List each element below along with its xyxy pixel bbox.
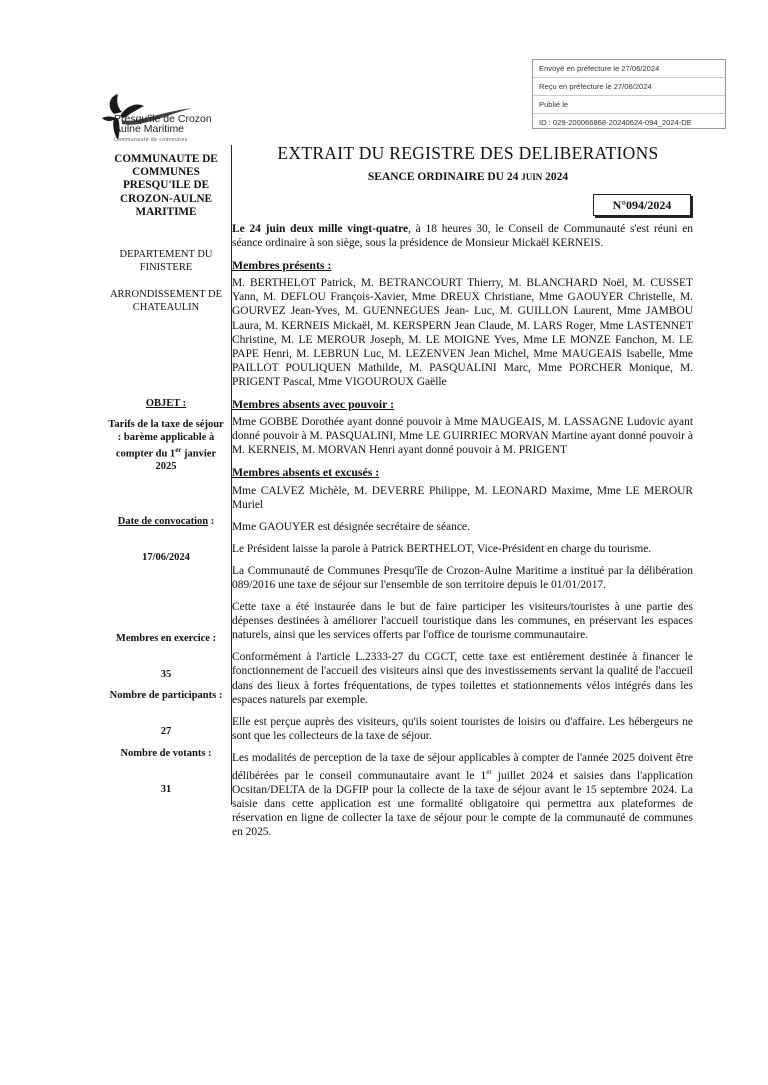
paragraph-6 xyxy=(232,751,693,839)
excused-members-title: Membres absents et excusés : xyxy=(232,465,380,480)
logo-text xyxy=(114,114,212,145)
participants-label: Nombre de participants : xyxy=(109,690,223,701)
convocation-date: 17/06/2024 xyxy=(142,552,190,563)
logo-line-3: Communauté de communes xyxy=(114,137,188,143)
intro-text: , à 18 heures 30, le Conseil de Communauté s'est réuni en séance ordinaire à son siège, sous la présidence de Monsieur Mickaël KERNEIS. xyxy=(232,223,693,250)
paragraph-6-b: juillet 2024 et saisies dans l'application Ocsitan/DELTA de la DGFIP pour la collecte de la taxe de séjour avant le 15 septembre 2024. La saisie dans cette application est une formalité obligatoire qui permettra aux plateformes de réservation en ligne de collecter la taxe de séjour pour le compte de la communauté de communes en 2025. xyxy=(232,769,693,839)
session-subtitle-month: JUIN xyxy=(521,172,543,182)
arrondissement: ARRONDISSEMENT DE CHATEAULIN xyxy=(109,289,223,313)
intro-paragraph xyxy=(232,222,693,250)
session-subtitle xyxy=(248,171,688,183)
paragraph-3: Cette taxe a été instaurée dans le but de faire participer les visiteurs/touristes à une partie des dépenses destinées à améliorer l'accueil touristique dans les communes, en préservant les espaces naturels, ainsi que les services offerts par l'office de tourisme communautaire. xyxy=(232,601,693,642)
participants-value: 27 xyxy=(160,726,172,737)
stamp-line-received: Reçu en préfecture le 27/06/2024 xyxy=(533,78,725,96)
session-subtitle-a: SEANCE ORDINAIRE DU 24 xyxy=(367,171,522,183)
objet-text-main: Tarifs de la taxe de séjour : barème applicable à compter du 1 xyxy=(108,419,224,460)
session-subtitle-b: 2024 xyxy=(542,171,569,183)
paragraph-4: Conformément à l'article L.2333-27 du CGCT, cette taxe est entièrement destinée à financer le fonctionnement de l'accueil des visiteurs ainsi que des investissements servant la qualité de l'accueil dans des lieux à fortes fréquentations, de types toilettes et stationnements vélos intégrés dans les espaces naturels par exemple. xyxy=(232,651,693,706)
deliberation-body xyxy=(232,222,693,847)
voters-label: Nombre de votants : xyxy=(120,748,212,759)
logo-line-2: Aulne Maritime xyxy=(114,123,185,135)
stamp-line-id: ID : 029-200066868-20240624-094_2024-DE xyxy=(539,118,692,127)
convocation-label-text: Date de convocation xyxy=(117,516,209,527)
stamp-line-published: Publié le xyxy=(533,96,725,114)
convocation-label-colon: : xyxy=(208,516,215,527)
voters-value: 31 xyxy=(160,784,172,795)
objet-label: OBJET : xyxy=(145,398,187,409)
stamp-line-sent: Envoyé en préfecture le 27/06/2024 xyxy=(533,60,725,78)
page-title: EXTRAIT DU REGISTRE DES DELIBERATIONS xyxy=(277,143,659,163)
intro-date: Le 24 juin deux mille vingt-quatre xyxy=(232,223,409,235)
members-value: 35 xyxy=(160,669,172,680)
paragraph-6-sup: er xyxy=(486,768,492,776)
convocation-label xyxy=(108,516,224,529)
proxy-members-title: Membres absents avec pouvoir : xyxy=(232,397,395,412)
objet-text-sup: er xyxy=(175,446,182,454)
proxy-members-list: Mme GOBBE Dorothée ayant donné pouvoir à Mme MAUGEAIS, M. LASSAGNE Ludovic ayant donné pouvoir à M. PASQUALINI, Mme LE GUIRRIEC MORVAN Martine ayant donné pouvoir à M. KERNEIS, M. MORVAN Henri ayant donné pouvoir à M. PRIGENT xyxy=(232,416,693,457)
prefecture-stamp xyxy=(532,59,726,129)
paragraph-1: Le Président laisse la parole à Patrick BERTHELOT, Vice-Président en charge du tourisme. xyxy=(232,542,652,555)
paragraph-5: Elle est perçue auprès des visiteurs, qu'ils soient touristes de loisirs ou d'affaire. Les hébergeurs ne sont que les collecteurs de la taxe de séjour. xyxy=(232,715,693,742)
secretary-paragraph: Mme GAOUYER est désignée secrétaire de séance. xyxy=(232,520,470,533)
present-members-title: Membres présents : xyxy=(232,258,332,273)
paragraph-6-a: Les modalités de perception de la taxe de séjour applicables à compter de l'année 2025 doivent être délibérées par le conseil communautaire avant le 1 xyxy=(232,751,693,782)
present-members-list: M. BERTHELOT Patrick, M. BETRANCOURT Thierry, M. BLANCHARD Noël, M. CUSSET Yann, M. DEFLOU François-Xavier, Mme DREUX Christiane, Mme GAOUYER Christelle, M. GOURVEZ Jean-Yves, M. GUENNEGUES Jean- Luc, M. GUILLON Laurent, Mme JAMBOU Laura, M. KERNEIS Mickaël, M. KERSPERN Jean Claude, M. LARS Roger, Mme LASTENNET Christine, M. LE MEROUR Joseph, M. LE MOIGNE Yves, Mme LE MONZE Fanchon, M. LE PAPE Henri, M. LEBRUN Luc, M. LEZENVEN Jean Michel, Mme MAUGEAIS Isabelle, Mme PAILLOT POULIQUEN Mathilde, M. PASQUALINI Marc, Mme PORCHER Monique, M. PRIGENT Pascal, Mme VIGOUROUX Gaëlle xyxy=(232,277,693,388)
deliberation-number: N°094/2024 xyxy=(593,194,691,216)
department: DEPARTEMENT DU FINISTERE xyxy=(119,249,213,273)
paragraph-2: La Communauté de Communes Presqu'île de Crozon-Aulne Maritime a institué par la délibération 089/2016 une taxe de séjour sur l'ensemble de son territoire depuis le 01/01/2017. xyxy=(232,564,693,591)
excused-members-list: Mme CALVEZ Michèle, M. DEVERRE Philippe, M. LEONARD Maxime, Mme LE MEROUR Muriel xyxy=(232,484,693,511)
organisation-name: COMMUNAUTE DE COMMUNES PRESQU'ILE DE CROZON-AULNE MARITIME xyxy=(114,153,218,218)
logo-line-1: Presqu'île de Crozon xyxy=(114,113,212,125)
objet-text-end: janvier 2025 xyxy=(155,448,217,472)
members-label: Membres en exercice : xyxy=(115,633,217,644)
objet-text xyxy=(108,419,224,474)
